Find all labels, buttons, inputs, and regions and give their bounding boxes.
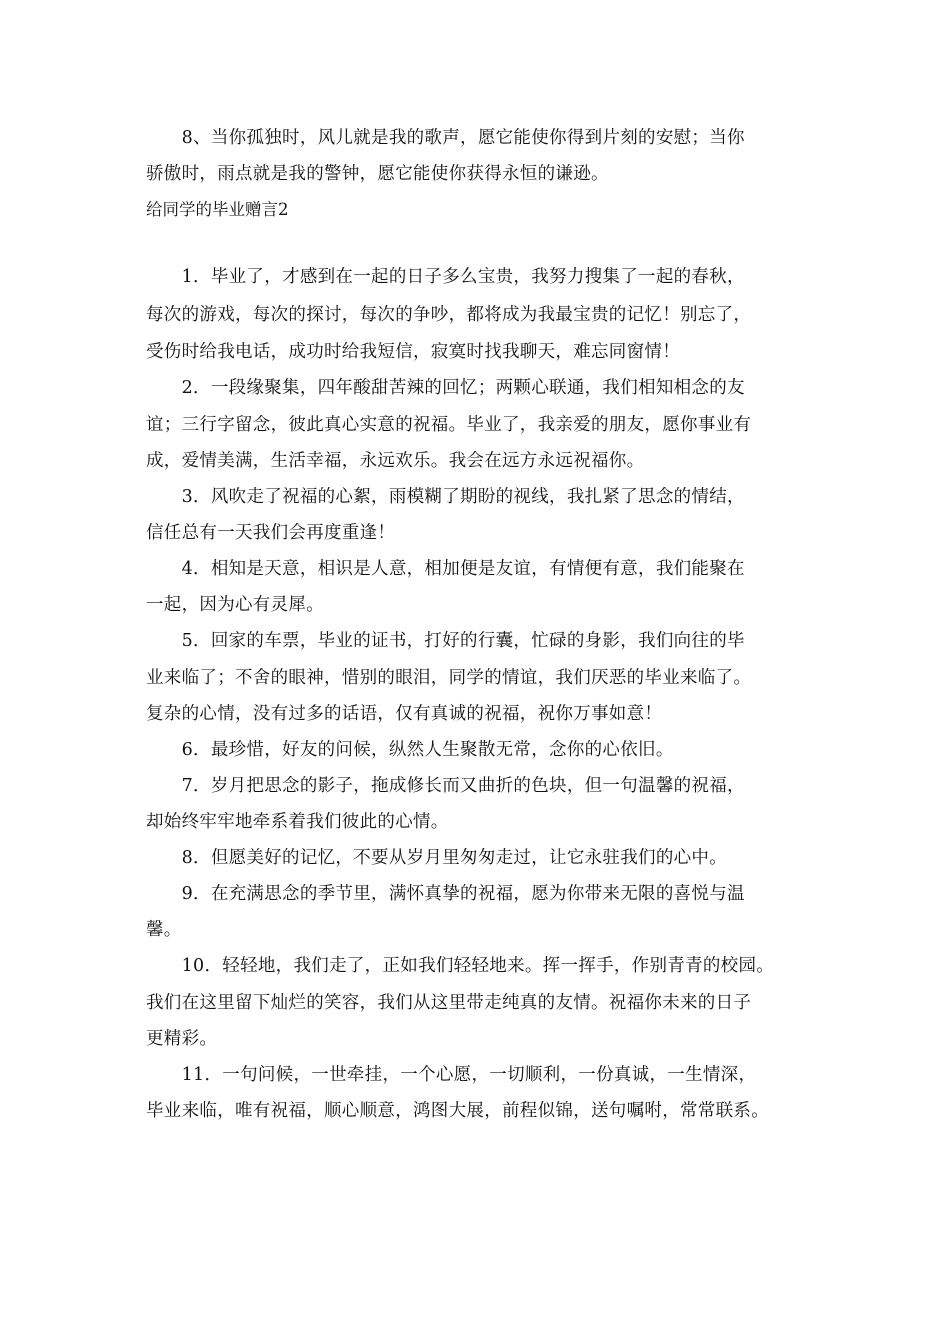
item-4-line-1: 4．相知是天意，相识是人意，相加便是友谊，有情便有意，我们能聚在: [146, 559, 745, 579]
item-7-line-1: 7．岁月把思念的影子，拖成修长而又曲折的色块，但一句温馨的祝福，: [146, 776, 745, 796]
item-1-line-1: 1．毕业了，才感到在一起的日子多么宝贵，我努力搜集了一起的春秋，: [146, 267, 745, 287]
item-11-line-2: 毕业来临，唯有祝福，顺心顺意，鸿图大展，前程似锦，送句嘱咐，常常联系。: [146, 1101, 769, 1121]
item-5-line-2: 业来临了；不舍的眼神，惜别的眼泪，同学的情谊，我们厌恶的毕业来临了。: [146, 668, 752, 688]
item-9-line-2: 馨。: [146, 920, 182, 940]
intro-line-1: 8、当你孤独时，风儿就是我的歌声，愿它能使你得到片刻的安慰；当你: [146, 128, 745, 148]
item-3-line-2: 信任总有一天我们会再度重逢！: [146, 523, 396, 543]
item-10-line-2: 我们在这里留下灿烂的笑容，我们从这里带走纯真的友情。祝福你未来的日子: [146, 993, 752, 1013]
item-11-line-1: 11．一句问候，一世牵挂，一个心愿，一切顺利，一份真诚，一生情深，: [146, 1065, 757, 1085]
item-7-line-2: 却始终牢牢地牵系着我们彼此的心情。: [146, 812, 449, 832]
item-2-line-2: 谊；三行字留念，彼此真心实意的祝福。毕业了，我亲爱的朋友，愿你事业有: [146, 415, 752, 435]
item-10-line-3: 更精彩。: [146, 1029, 218, 1049]
item-2-line-1: 2．一段缘聚集，四年酸甜苦辣的回忆；两颗心联通，我们相知相念的友: [146, 378, 745, 398]
item-1-line-2: 每次的游戏，每次的探讨，每次的争吵，都将成为我最宝贵的记忆！别忘了，: [146, 305, 752, 325]
item-10-line-1: 10．轻轻地，我们走了，正如我们轻轻地来。挥一挥手，作别青青的校园。: [146, 956, 775, 976]
item-8-line-1: 8．但愿美好的记忆，不要从岁月里匆匆走过，让它永驻我们的心中。: [146, 848, 728, 868]
item-2-line-3: 成，爱情美满，生活幸福，永远欢乐。我会在远方永远祝福你。: [146, 451, 645, 471]
item-4-line-2: 一起，因为心有灵犀。: [146, 595, 324, 615]
item-5-line-3: 复杂的心情，没有过多的话语，仅有真诚的祝福，祝你万事如意！: [146, 704, 663, 724]
intro-line-2: 骄傲时，雨点就是我的警钟，愿它能使你获得永恒的谦逊。: [146, 164, 609, 184]
item-9-line-1: 9．在充满思念的季节里，满怀真挚的祝福，愿为你带来无限的喜悦与温: [146, 884, 745, 904]
item-6-line-1: 6．最珍惜，好友的问候，纵然人生聚散无常，念你的心依旧。: [146, 740, 674, 760]
item-3-line-1: 3．风吹走了祝福的心絮，雨模糊了期盼的视线，我扎紧了思念的情结，: [146, 487, 745, 507]
section-title: 给同学的毕业赠言2: [146, 200, 289, 219]
item-5-line-1: 5．回家的车票，毕业的证书，打好的行囊，忙碌的身影，我们向往的毕: [146, 631, 745, 651]
item-1-line-3: 受伤时给我电话，成功时给我短信，寂寞时找我聊天，难忘同窗情！: [146, 342, 680, 362]
